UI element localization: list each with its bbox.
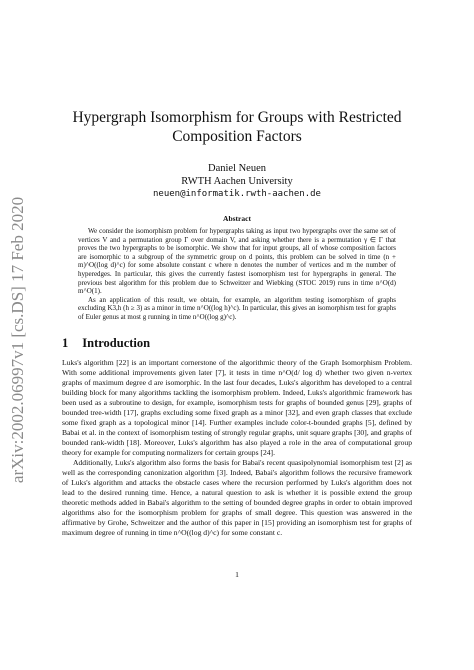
abstract-heading: Abstract xyxy=(223,214,251,223)
author-email[interactable]: neuen@informatik.rwth-aachen.de xyxy=(153,189,321,199)
paper-title xyxy=(62,108,412,146)
author-block xyxy=(62,162,412,188)
paper-title-line-2: Composition Factors xyxy=(172,128,302,145)
section-heading-introduction xyxy=(62,336,412,351)
abstract-paragraph-2: As an application of this result, we obtain, for example, an algorithm testing isomorphism of graphs excluding K3,h (h ≥ 3) as a minor in time n^O((log h)^c). In particular, this gives an isomorphism test for graphs of Euler genus at most g running in time n^O((log g)^c). xyxy=(78,295,396,321)
paper-page xyxy=(62,0,412,579)
author-name: Daniel Neuen xyxy=(207,163,267,174)
section-number: 1 xyxy=(62,335,69,350)
page-number: 1 xyxy=(235,570,239,579)
paper-title-line-1: Hypergraph Isomorphism for Groups with Restricted xyxy=(72,109,402,126)
arxiv-identifier-text: arXiv:2002.06997v1 [cs.DS] 17 Feb 2020 xyxy=(8,196,27,484)
arxiv-identifier-stamp xyxy=(4,190,32,490)
abstract-paragraph-1: We consider the isomorphism problem for hypergraphs taking as input two hypergraphs over the same set of vertices V and a permutation group Γ over domain V, and asking whether there is a permutation γ ∈ Γ that proves the two hypergraphs to be isomorphic. We show that for input groups, all of whose composition factors are isomorphic to a subgroup of the symmetric group on d points, this problem can be solved in time (n + m)^O((log d)^c) for some absolute constant c where n denotes the number of vertices and m the number of hyperedges. In particular, this gives the currently fastest isomorphism test for hypergraphs in general. The previous best algorithm for this problem due to Schweitzer and Wiebking (STOC 2019) runs in time n^O(d) m^O(1). xyxy=(78,227,396,296)
author-affiliation: RWTH Aachen University xyxy=(181,176,293,187)
introduction-paragraph-1: Luks's algorithm [22] is an important cornerstone of the algorithmic theory of the Graph Isomorphism Problem. With some additional improvements given later [7], it tests in time n^O(d/ log d) whether two given n-vertex graphs of maximum degree d are isomorphic. In the last four decades, Luks's algorithm has developed to a central building block for many algorithms tackling the isomorphism problem. Indeed, Luks's algorithmic framework has been used as a subroutine to design, for example, isomorphism tests for graphs of bounded genus [29], graphs of bounded tree-width [17], graphs excluding some fixed graph as a minor [32], and even graph classes that exclude some fixed graph as a topological minor [14]. Further examples include color-t-bounded graphs [5], defined by Babai et al. in the context of isomorphism testing of strongly regular graphs, unit square graphs [30], and graphs of bounded rank-width [18]. Moreover, Luks's algorithm has also played a role in the area of computational group theory for example for computing normalizers for certain groups [24]. xyxy=(62,357,412,457)
abstract-body xyxy=(78,227,396,322)
section-title: Introduction xyxy=(82,335,151,350)
introduction-body xyxy=(62,358,412,539)
introduction-paragraph-2: Additionally, Luks's algorithm also forms the basis for Babai's recent quasipolynomial isomorphism test [2] as well as the corresponding canonization algorithm [3]. Indeed, Babai's algorithm follows the recursive framework of Luks's algorithm and attacks the obstacle cases where the recursion performed by Luks's algorithm does not lead to the desired running time. Hence, a natural question to ask is whether it is possible extend the group theoretic methods added in Babai's algorithm to the setting of bounded degree graphs in order to obtain improved algorithms also for the isomorphism problem for graphs of small degree. This question was answered in the affirmative by Grohe, Schweitzer and the author of this paper in [15] providing an isomorphism test for graphs of maximum degree of running in time n^O((log d)^c) for some constant c. xyxy=(62,458,412,538)
